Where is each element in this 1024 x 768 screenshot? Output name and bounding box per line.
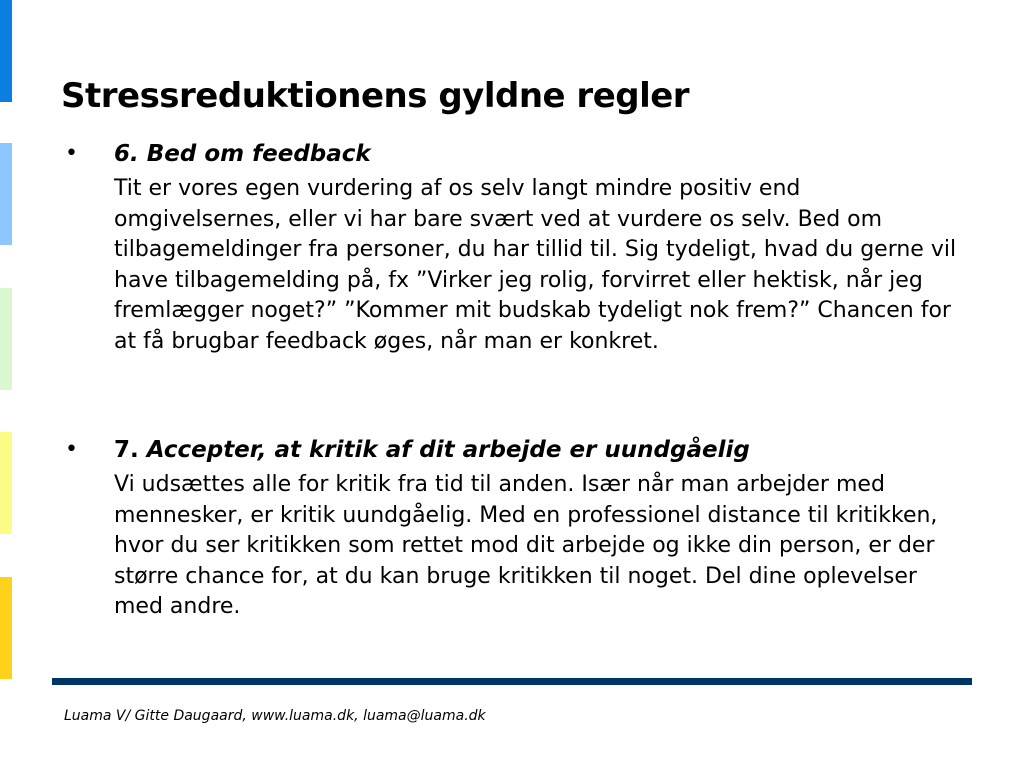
rule-heading [114,436,955,464]
rule-heading-text: Bed om feedback [146,141,371,167]
accent-bar-orange [0,577,12,679]
rule-body: Vi udsættes alle for kritik fra tid til anden. Især når man arbejder med mennesker, er kritik uundgåelig. Med en professionel distance til kritikken, hvor du ser kritikken som rettet mod dit arbejde og ikke din person, er der større chance for, at du kan bruge kritikken til noget. Del dine oplevelser med andre. [114,472,938,619]
rule-number: 6. [114,141,139,167]
rule-item [65,436,955,623]
accent-bar-yellow [0,432,12,534]
footer-credit: Luama V/ Gitte Daugaard, www.luama.dk, luama@luama.dk [64,708,486,724]
accent-bar-blue [0,0,12,102]
footer-divider [52,678,972,685]
accent-bar-light-blue [0,143,12,245]
accent-bar-green [0,288,12,390]
rule-heading-text: Accepter, at kritik af dit arbejde er uundgåelig [146,437,750,463]
rule-number: 7. [114,437,139,463]
rule-body: Tit er vores egen vurdering af os selv langt mindre positiv end omgivelsernes, eller vi har bare svært ved at vurdere os selv. Bed om tilbagemeldinger fra personer, du har tillid til. Sig tydeligt, hvad du gerne vil have tilbagemelding på, fx ”Virker jeg rolig, forvirret eller hektisk, når jeg fremlægger noget?” ”Kommer mit budskab tydeligt nok frem?” Chancen for at få brugbar feedback øges, når man er konkret. [114,176,957,354]
bullet-icon: • [65,141,78,166]
bullet-icon: • [65,437,78,462]
rule-heading [114,140,955,168]
rule-item [65,140,955,357]
slide-title: Stressreduktionens gyldne regler [61,76,690,116]
